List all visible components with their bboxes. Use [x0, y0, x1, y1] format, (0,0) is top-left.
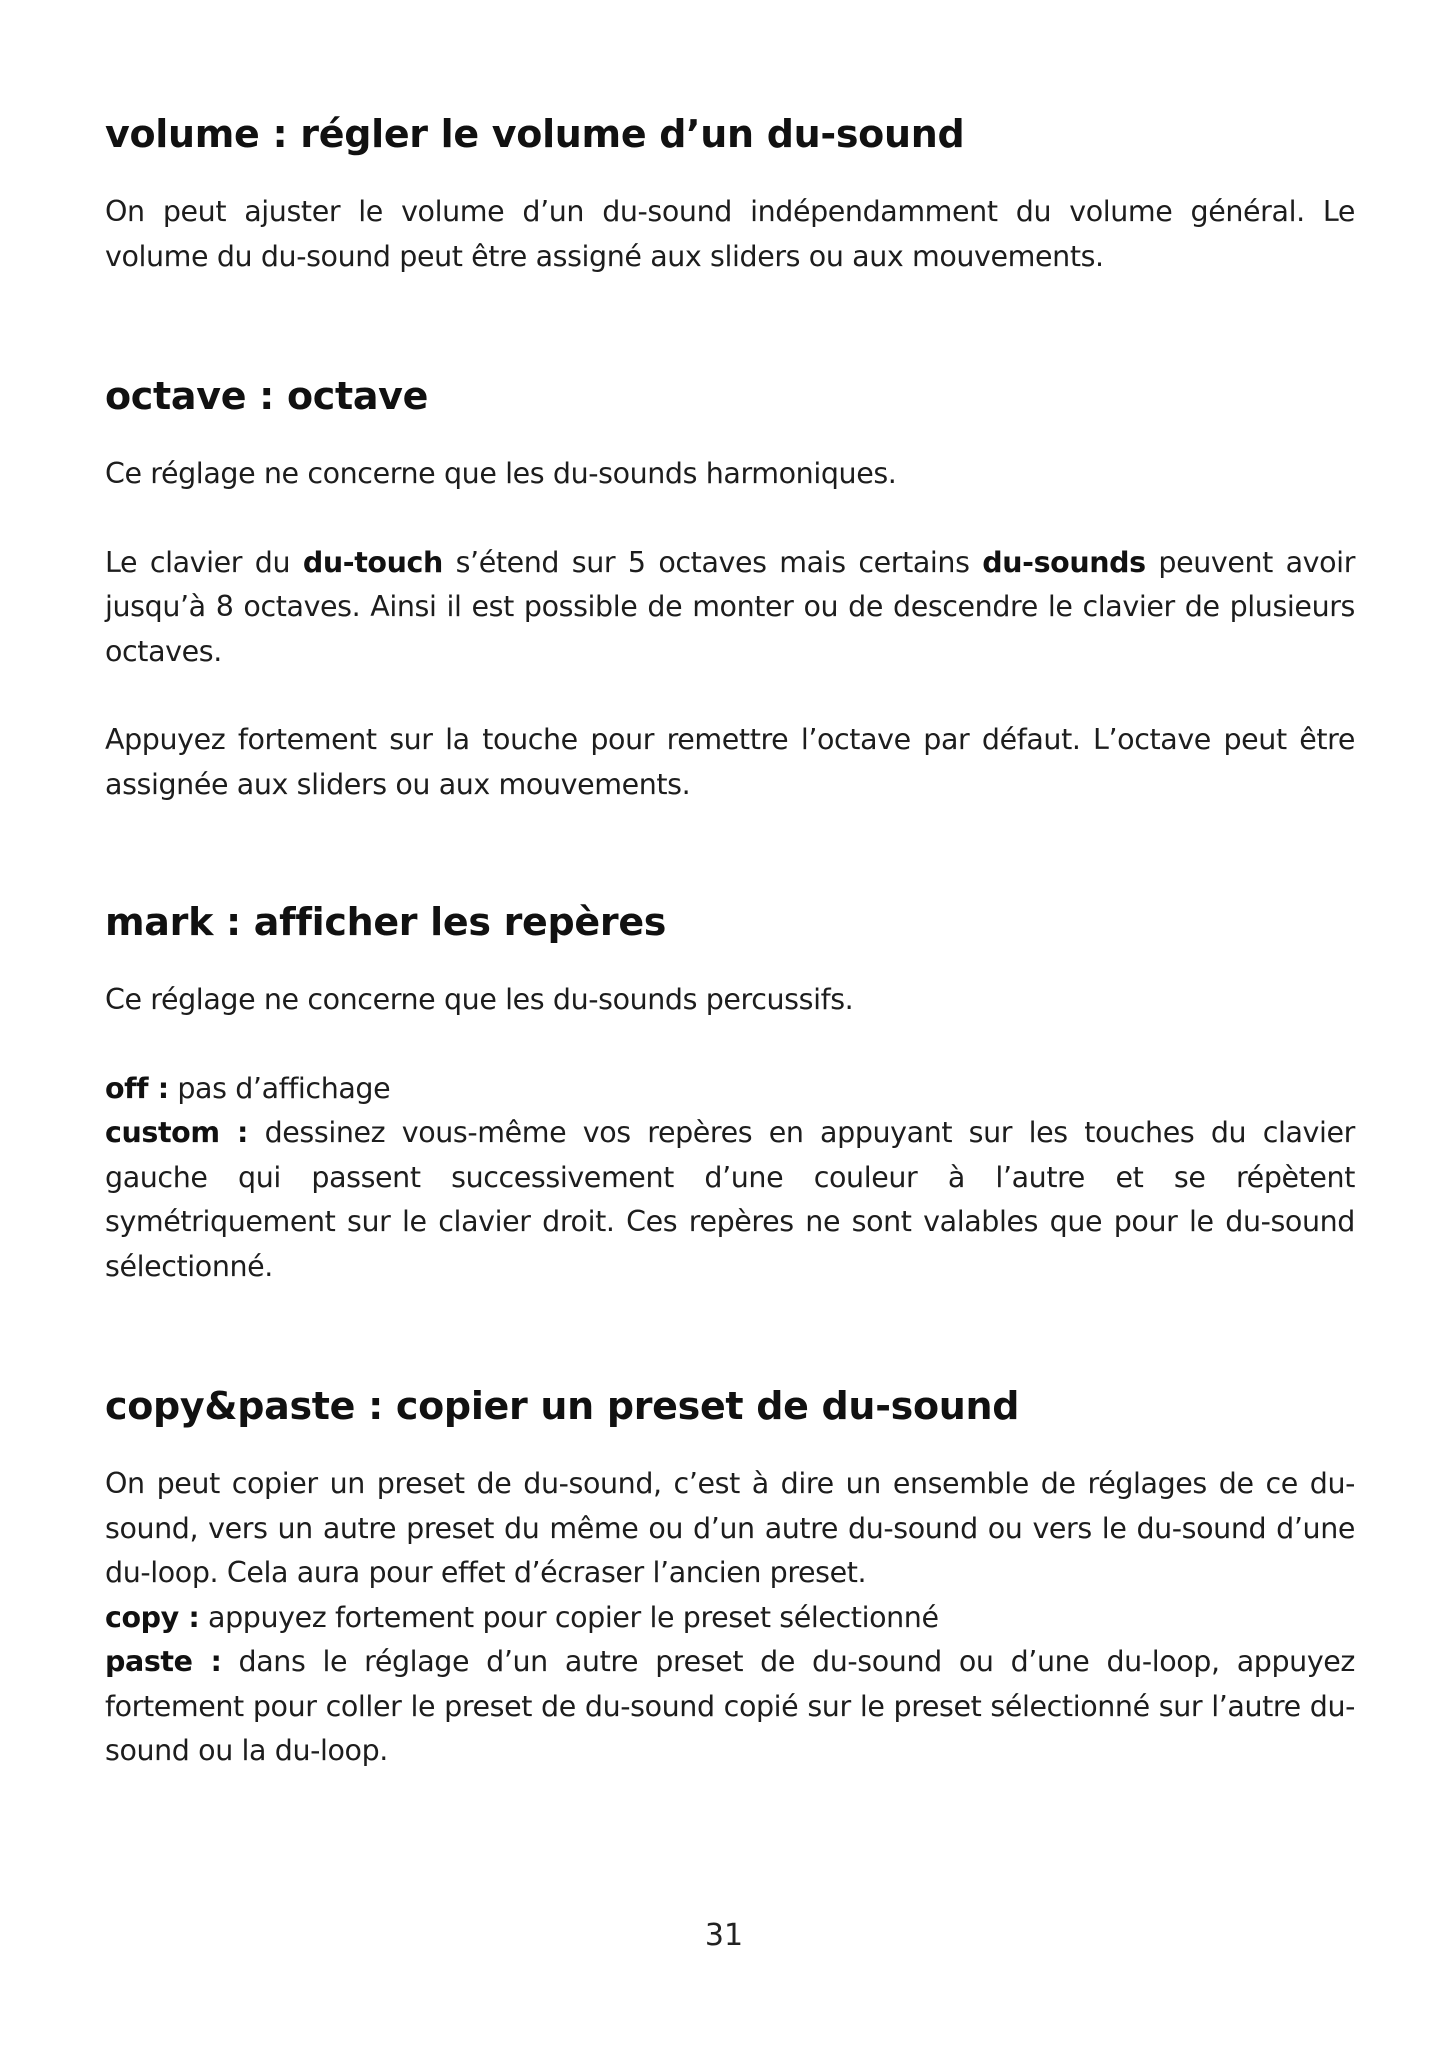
paragraph-mark-intro: Ce réglage ne concerne que les du-sounds percussifs. — [105, 983, 854, 1016]
paragraph-octave-range — [105, 541, 1355, 675]
section-title-volume: volume : régler le volume d’un du-sound — [105, 112, 965, 156]
section-copypaste — [105, 1380, 1355, 1774]
option-label-paste: paste : — [105, 1645, 222, 1678]
section-mark — [105, 896, 1355, 1289]
option-off — [105, 1067, 1355, 1112]
page-number: 31 — [704, 1918, 744, 1953]
paragraph-copypaste-intro: On peut copier un preset de du-sound, c’est à dire un ensemble de réglages de ce du-sound, vers un autre preset du même ou d’un autre du-sound ou vers le du-sound d’une du-loop. Cela aura pour effet d’écraser l’ancien preset. — [105, 1467, 1355, 1589]
text-segment: Le clavier du — [105, 545, 303, 579]
option-label-copy: copy : — [105, 1600, 200, 1634]
option-label-off: off : — [105, 1071, 169, 1105]
section-octave — [105, 370, 1355, 807]
option-label-custom: custom : — [105, 1116, 249, 1149]
option-copy — [105, 1596, 1355, 1641]
paragraph-octave-intro: Ce réglage ne concerne que les du-sounds harmoniques. — [105, 457, 897, 490]
option-text-copy: appuyez fortement pour copier le preset sélectionné — [199, 1600, 939, 1634]
option-paste — [105, 1640, 1355, 1774]
option-text-off: pas d’affichage — [168, 1071, 391, 1105]
bold-term-du-sounds: du-sounds — [982, 545, 1146, 579]
section-title-copypaste: copy&paste : copier un preset de du-sound — [105, 1384, 1020, 1428]
paragraph-octave-reset: Appuyez fortement sur la touche pour remettre l’octave par défaut. L’octave peut être assignée aux sliders ou aux mouvements. — [105, 723, 1355, 801]
option-text-custom: dessinez vous-même vos repères en appuyant sur les touches du clavier gauche qui passent successivement d’une couleur à l’autre et se répètent symétriquement sur le clavier droit. Ces repères ne sont valables que pour le du-sound sélectionné. — [105, 1116, 1355, 1283]
bold-term-du-touch: du-touch — [302, 545, 443, 579]
section-volume — [105, 108, 1355, 279]
section-title-octave: octave : octave — [105, 374, 429, 418]
option-custom — [105, 1111, 1355, 1289]
text-segment: s’étend sur 5 octaves mais certains — [442, 545, 983, 579]
text-segment: peuvent avoir jusqu’à 8 octaves. Ainsi il est possible de monter ou de descendre le clavier de plusieurs octaves. — [105, 545, 1356, 668]
option-text-paste: dans le réglage d’un autre preset de du-sound ou d’une du-loop, appuyez fortement pour coller le preset de du-sound copié sur le preset sélectionné sur l’autre du-sound ou la du-loop. — [105, 1645, 1355, 1767]
section-title-mark: mark : afficher les repères — [105, 900, 667, 944]
paragraph-volume: On peut ajuster le volume d’un du-sound indépendamment du volume général. Le volume du du-sound peut être assigné aux sliders ou aux mouvements. — [105, 195, 1355, 273]
